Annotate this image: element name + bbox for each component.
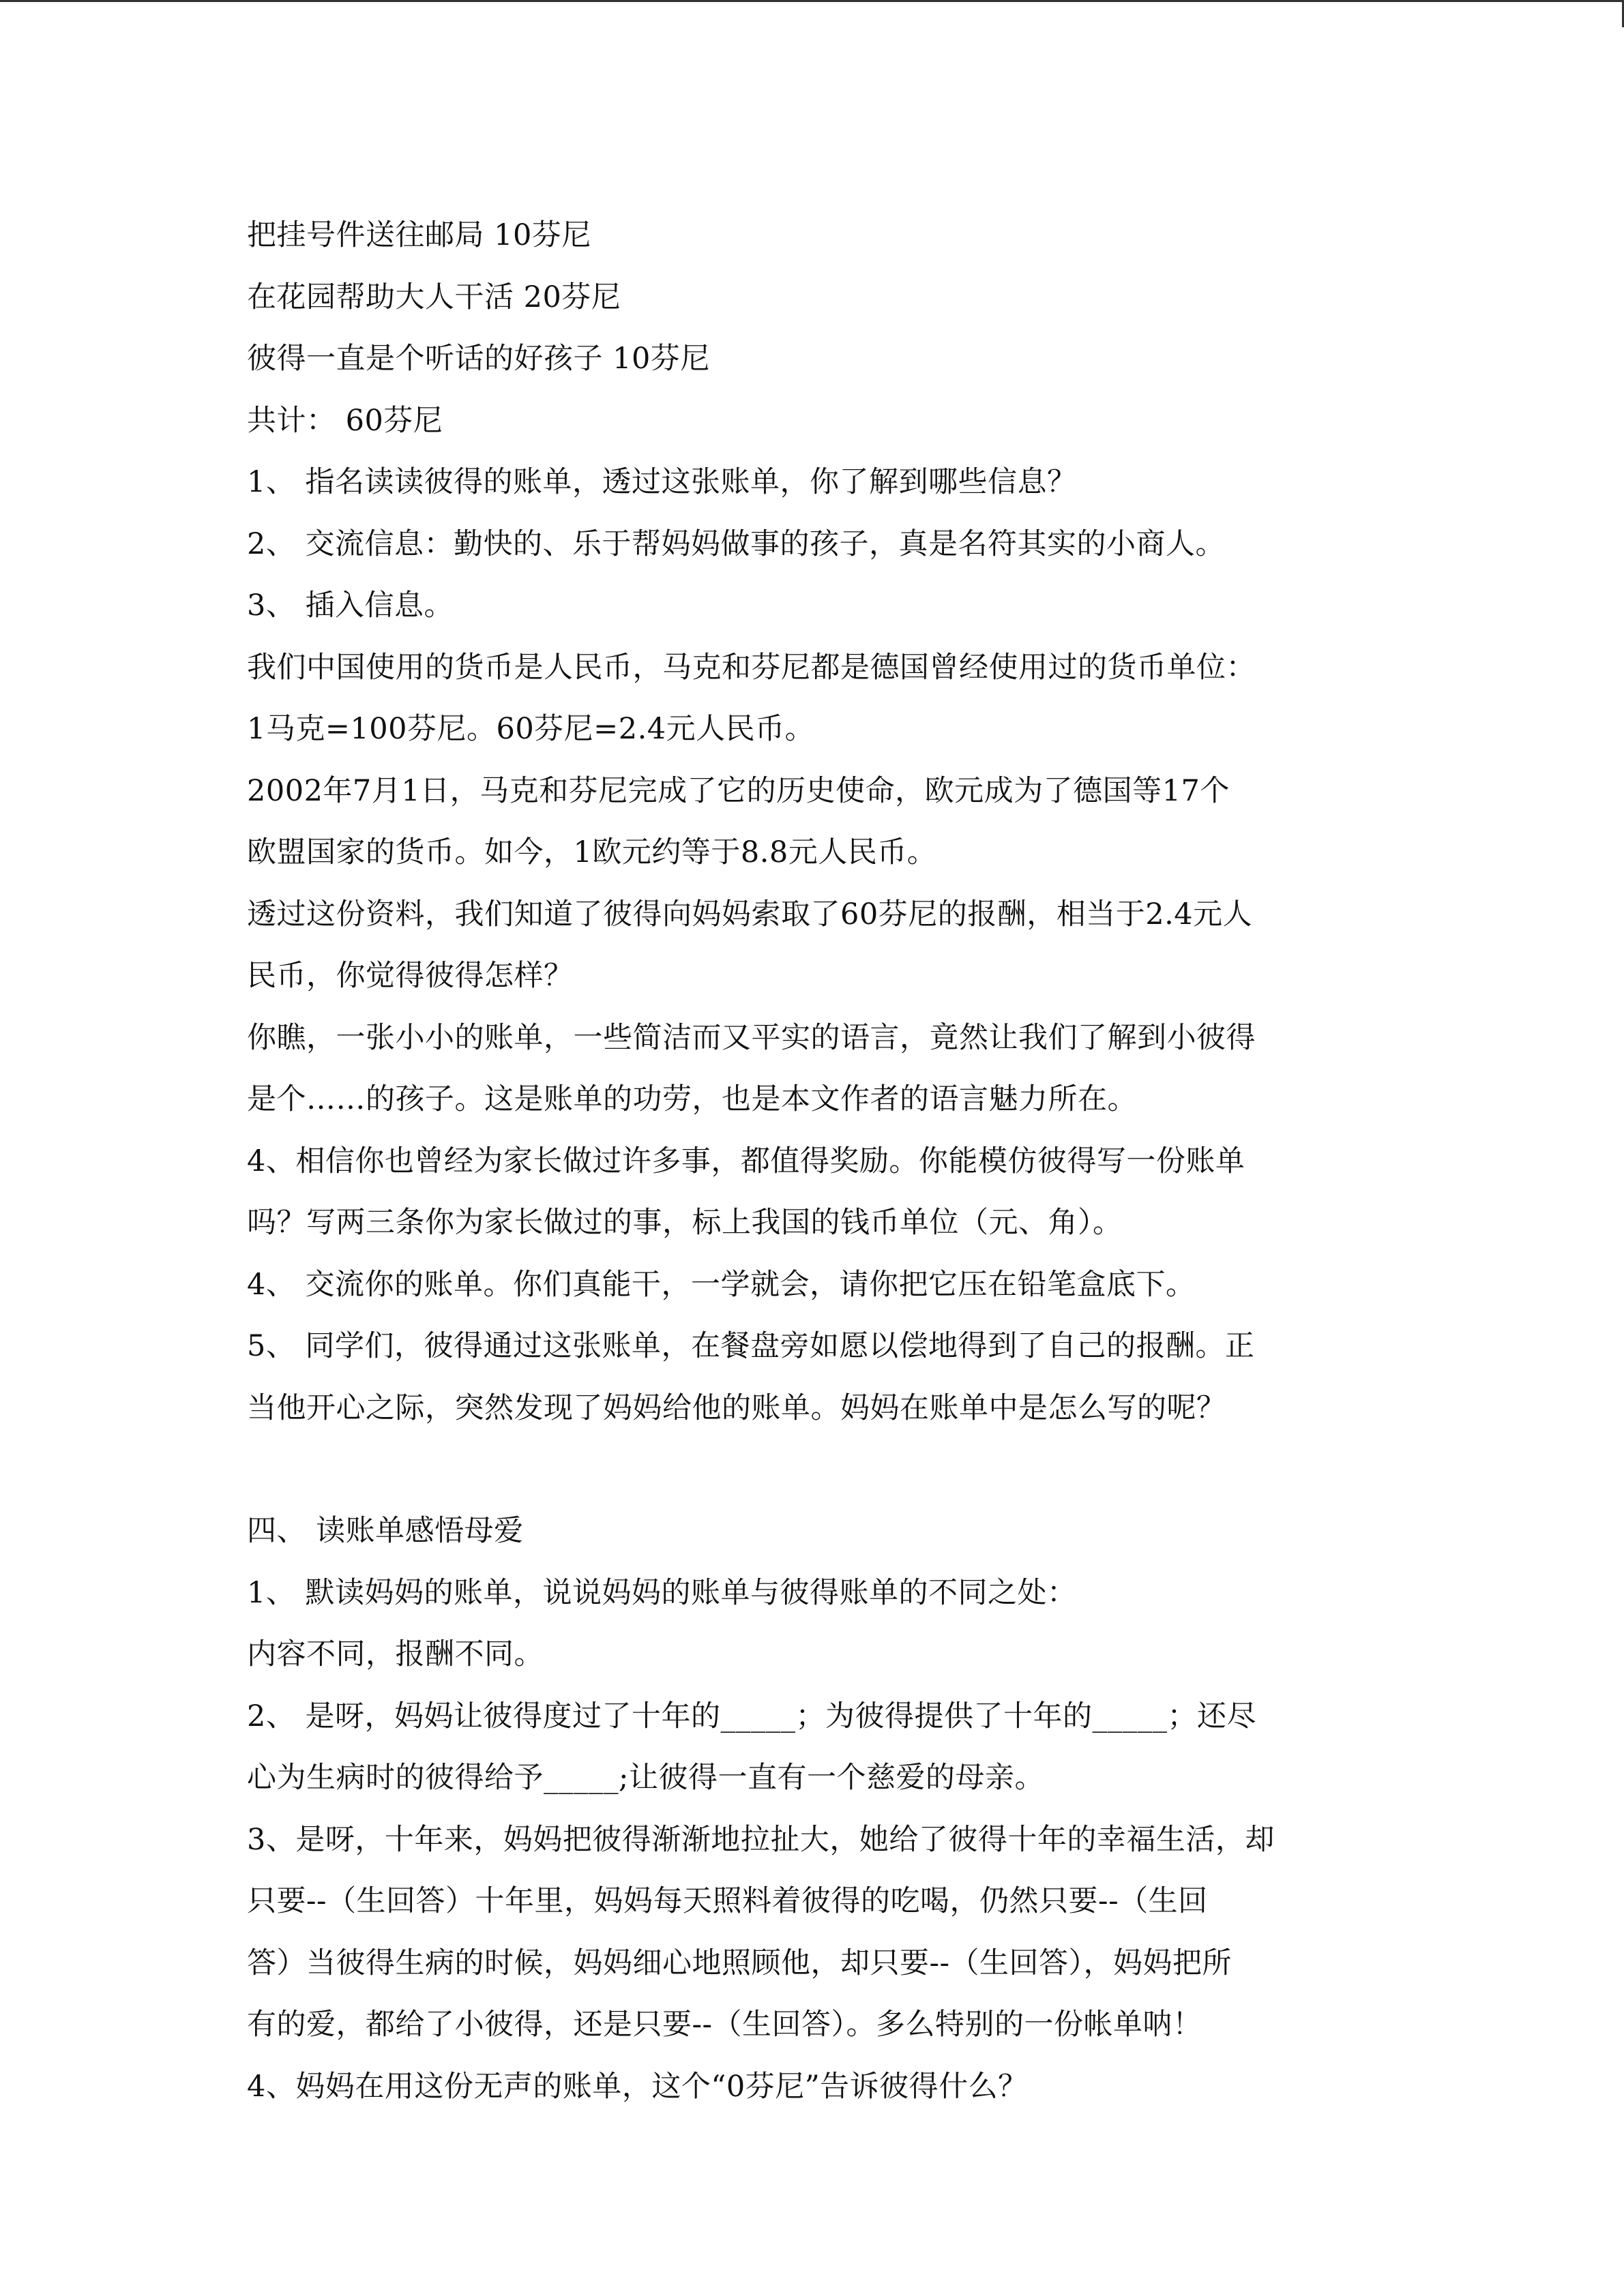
section-4-step-1-answer: 内容不同，报酬不同。 [247,1637,544,1671]
section-4-step-1: 1、 默读妈妈的账单，说说妈妈的账单与彼得账单的不同之处： [247,1575,1077,1610]
currency-paragraph-line-2: 1马克=100芬尼。60芬尼=2.4元人民币。 [247,712,815,746]
section-4-step-3-line-2: 只要--（生回答）十年里，妈妈每天照料着彼得的吃喝，仍然只要--（生回 [247,1884,1208,1918]
section-4-step-2-line-2: 心为生病时的彼得给予_____;让彼得一直有一个慈爱的母亲。 [247,1761,1044,1795]
section-4-heading: 四、 读账单感悟母爱 [247,1514,524,1548]
section-4-step-2-line-1: 2、 是呀，妈妈让彼得度过了十年的_____；为彼得提供了十年的_____；还尽 [247,1699,1257,1733]
step-4-imitate-line-2: 吗？写两三条你为家长做过的事，标上我国的钱币单位（元、角）。 [247,1206,1123,1240]
section-gap [247,1439,1420,1500]
section-4-step-3-line-3: 答）当彼得生病的时候，妈妈细心地照顾他，却只要--（生回答），妈妈把所 [247,1945,1232,1980]
bill-line-registered-mail: 把挂号件送往邮局 10芬尼 [247,218,591,252]
section-4-step-4: 4、妈妈在用这份无声的账单，这个“0芬尼”告诉彼得什么？ [247,2069,1028,2104]
step-4-exchange-bill: 4、 交流你的账单。你们真能干，一学就会，请你把它压在铅笔盒底下。 [247,1267,1196,1302]
bill-line-garden-help: 在花园帮助大人干活 20芬尼 [247,280,621,314]
language-paragraph-line-2: 是个……的孩子。这是账单的功劳，也是本文作者的语言魅力所在。 [247,1082,1137,1116]
section-4-step-3-line-1: 3、是呀，十年来，妈妈把彼得渐渐地拉扯大，她给了彼得十年的幸福生活，却 [247,1822,1275,1857]
reward-paragraph-line-2: 民币，你觉得彼得怎样？ [247,959,574,993]
section-4-step-3-line-4: 有的爱，都给了小彼得，还是只要--（生回答）。多么特别的一份帐单呐！ [247,2008,1202,2042]
step-1-read-bill: 1、 指名读读彼得的账单，透过这张账单，你了解到哪些信息？ [247,465,1077,499]
euro-paragraph-line-1: 2002年7月1日，马克和芬尼完成了它的历史使命，欧元成为了德国等17个 [247,773,1230,808]
bill-line-good-child: 彼得一直是个听话的好孩子 10芬尼 [247,342,710,376]
euro-paragraph-line-2: 欧盟国家的货币。如今，1欧元约等于8.8元人民币。 [247,835,937,869]
step-4-imitate-line-1: 4、相信你也曾经为家长做过许多事，都值得奖励。你能模仿彼得写一份账单 [247,1144,1245,1178]
step-3-insert-info: 3、 插入信息。 [247,588,454,623]
step-5-line-1: 5、 同学们，彼得通过这张账单，在餐盘旁如愿以偿地得到了自己的报酬。正 [247,1329,1255,1363]
currency-paragraph-line-1: 我们中国使用的货币是人民币，马克和芬尼都是德国曾经使用过的货币单位： [247,650,1256,685]
top-border-line [0,0,1624,2]
document-body [247,205,1420,2117]
step-2-exchange-info: 2、 交流信息：勤快的、乐于帮妈妈做事的孩子，真是名符其实的小商人。 [247,526,1226,561]
reward-paragraph-line-1: 透过这份资料，我们知道了彼得向妈妈索取了60芬尼的报酬，相当于2.4元人 [247,897,1253,931]
bill-total: 共计： 60芬尼 [247,403,443,438]
step-5-line-2: 当他开心之际，突然发现了妈妈给他的账单。妈妈在账单中是怎么写的呢？ [247,1390,1226,1425]
language-paragraph-line-1: 你瞧，一张小小的账单，一些简洁而又平实的语言，竟然让我们了解到小彼得 [247,1020,1256,1055]
